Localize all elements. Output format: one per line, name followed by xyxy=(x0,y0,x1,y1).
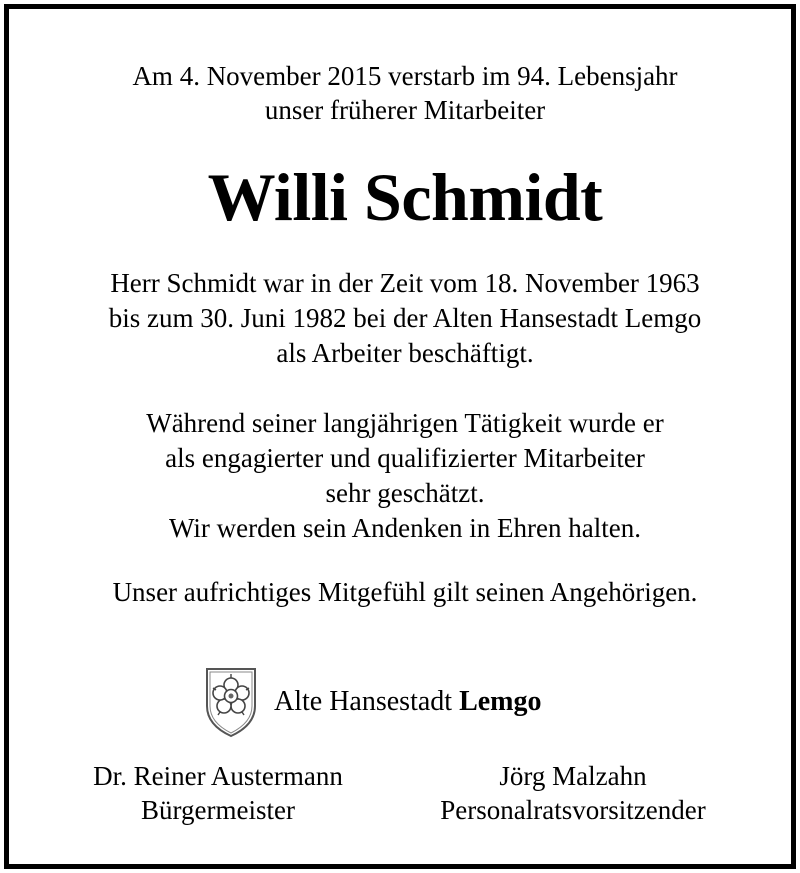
obituary-notice xyxy=(4,4,796,869)
signatory-2 xyxy=(403,759,743,827)
service-line-2: bis zum 30. Juni 1982 bei der Alten Hansestadt Lemgo xyxy=(108,303,702,333)
signatory-1-name: Dr. Reiner Austermann xyxy=(93,761,343,791)
tribute-line-1: Während seiner langjährigen Tätigkeit wurde er xyxy=(146,408,664,438)
service-line-1: Herr Schmidt war in der Zeit vom 18. November 1963 xyxy=(110,268,700,298)
condolence-line: Unser aufrichtiges Mitgefühl gilt seinen Angehörigen. xyxy=(112,577,698,607)
organization-name xyxy=(274,686,542,718)
organization-city: Lemgo xyxy=(459,685,542,717)
rose-shield-icon xyxy=(204,666,258,738)
tribute-line-3: sehr geschätzt. xyxy=(325,478,485,508)
intro-line-1: Am 4. November 2015 verstarb im 94. Lebensjahr xyxy=(132,61,678,91)
tribute-line-4: Wir werden sein Andenken in Ehren halten. xyxy=(168,513,641,543)
signatory-2-name: Jörg Malzahn xyxy=(499,761,647,791)
signatory-1-title: Bürgermeister xyxy=(141,795,295,825)
tribute-line-2: als engagierter und qualifizierter Mitarbeiter xyxy=(165,443,645,473)
organization-prefix: Alte Hansestadt xyxy=(274,685,453,717)
signatory-2-title: Personalratsvorsitzender xyxy=(440,795,706,825)
intro-line-2: unser früherer Mitarbeiter xyxy=(264,95,546,125)
deceased-name: Willi Schmidt xyxy=(207,159,603,235)
signatory-1 xyxy=(57,759,379,827)
organization-logo xyxy=(204,664,542,739)
service-line-3: als Arbeiter beschäftigt. xyxy=(276,338,534,368)
